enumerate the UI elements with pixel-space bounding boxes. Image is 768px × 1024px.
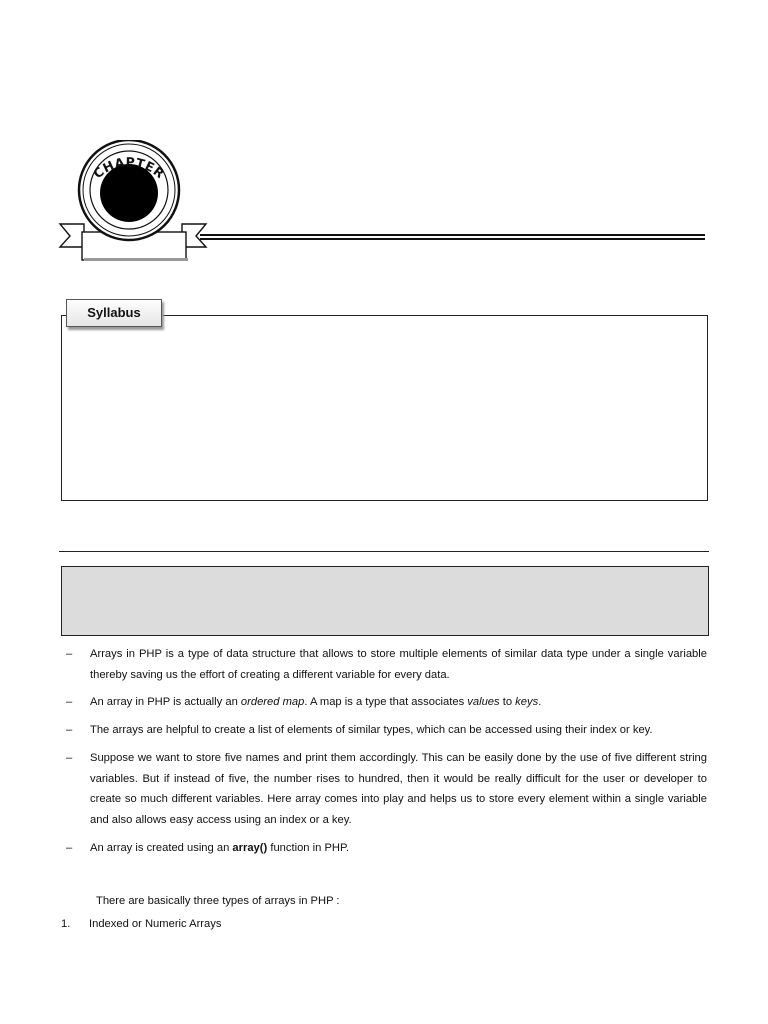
chapter-title-rule xyxy=(200,234,705,242)
syllabus-tab: Syllabus xyxy=(66,299,162,327)
bullet-text: Arrays in PHP is a type of data structure that allows to store multiple elements of similar data type under a single variable thereby saving us the effort of creating a different variable for every data. xyxy=(90,648,707,681)
chapter-emblem xyxy=(56,140,216,266)
bullet-text: An array in PHP is actually an ordered map. A map is a type that associates values to keys. xyxy=(90,696,542,709)
bullet-item xyxy=(62,692,707,713)
chapter-badge-text: CHAPTER xyxy=(90,154,168,182)
values-term: values xyxy=(467,696,500,709)
bullet-item xyxy=(62,838,707,859)
section-heading-band xyxy=(61,566,709,636)
bullet-item xyxy=(62,644,707,685)
bullet-marker: – xyxy=(66,648,73,660)
array-function-term: array() xyxy=(232,841,268,854)
numbered-item-text: Indexed or Numeric Arrays xyxy=(89,918,222,930)
bullet-item xyxy=(62,720,707,741)
keys-term: keys xyxy=(515,696,539,709)
bullet-text: An array is created using an array() function in PHP. xyxy=(90,841,350,854)
ribbon-left-tail xyxy=(60,224,84,247)
bullet-text: Suppose we want to store five names and print them accordingly. This can be easily done by the use of five different string variables. But if instead of five, the number rises to hundred, then it would be really difficult for the user or developer to create so much different variables. Here array comes into play and helps us to store every element within a single variable and also allows easy access using an index or a key. xyxy=(90,751,707,826)
section-divider xyxy=(59,551,709,552)
bullet-item xyxy=(62,748,707,831)
bullet-marker: – xyxy=(66,696,73,709)
numbered-item-number: 1. xyxy=(61,918,71,930)
ordered-map-term: ordered map xyxy=(240,696,305,709)
bullet-text: The arrays are helpful to create a list of elements of similar types, which can be accessed using their index or key. xyxy=(90,724,653,737)
syllabus-box xyxy=(61,315,708,501)
bullet-list xyxy=(62,644,707,858)
bullet-marker: – xyxy=(66,724,73,737)
numbered-item xyxy=(61,915,221,933)
bullet-marker: – xyxy=(66,841,73,854)
bullet-marker: – xyxy=(66,751,73,764)
array-types-intro: There are basically three types of arrays in PHP : xyxy=(96,895,340,907)
